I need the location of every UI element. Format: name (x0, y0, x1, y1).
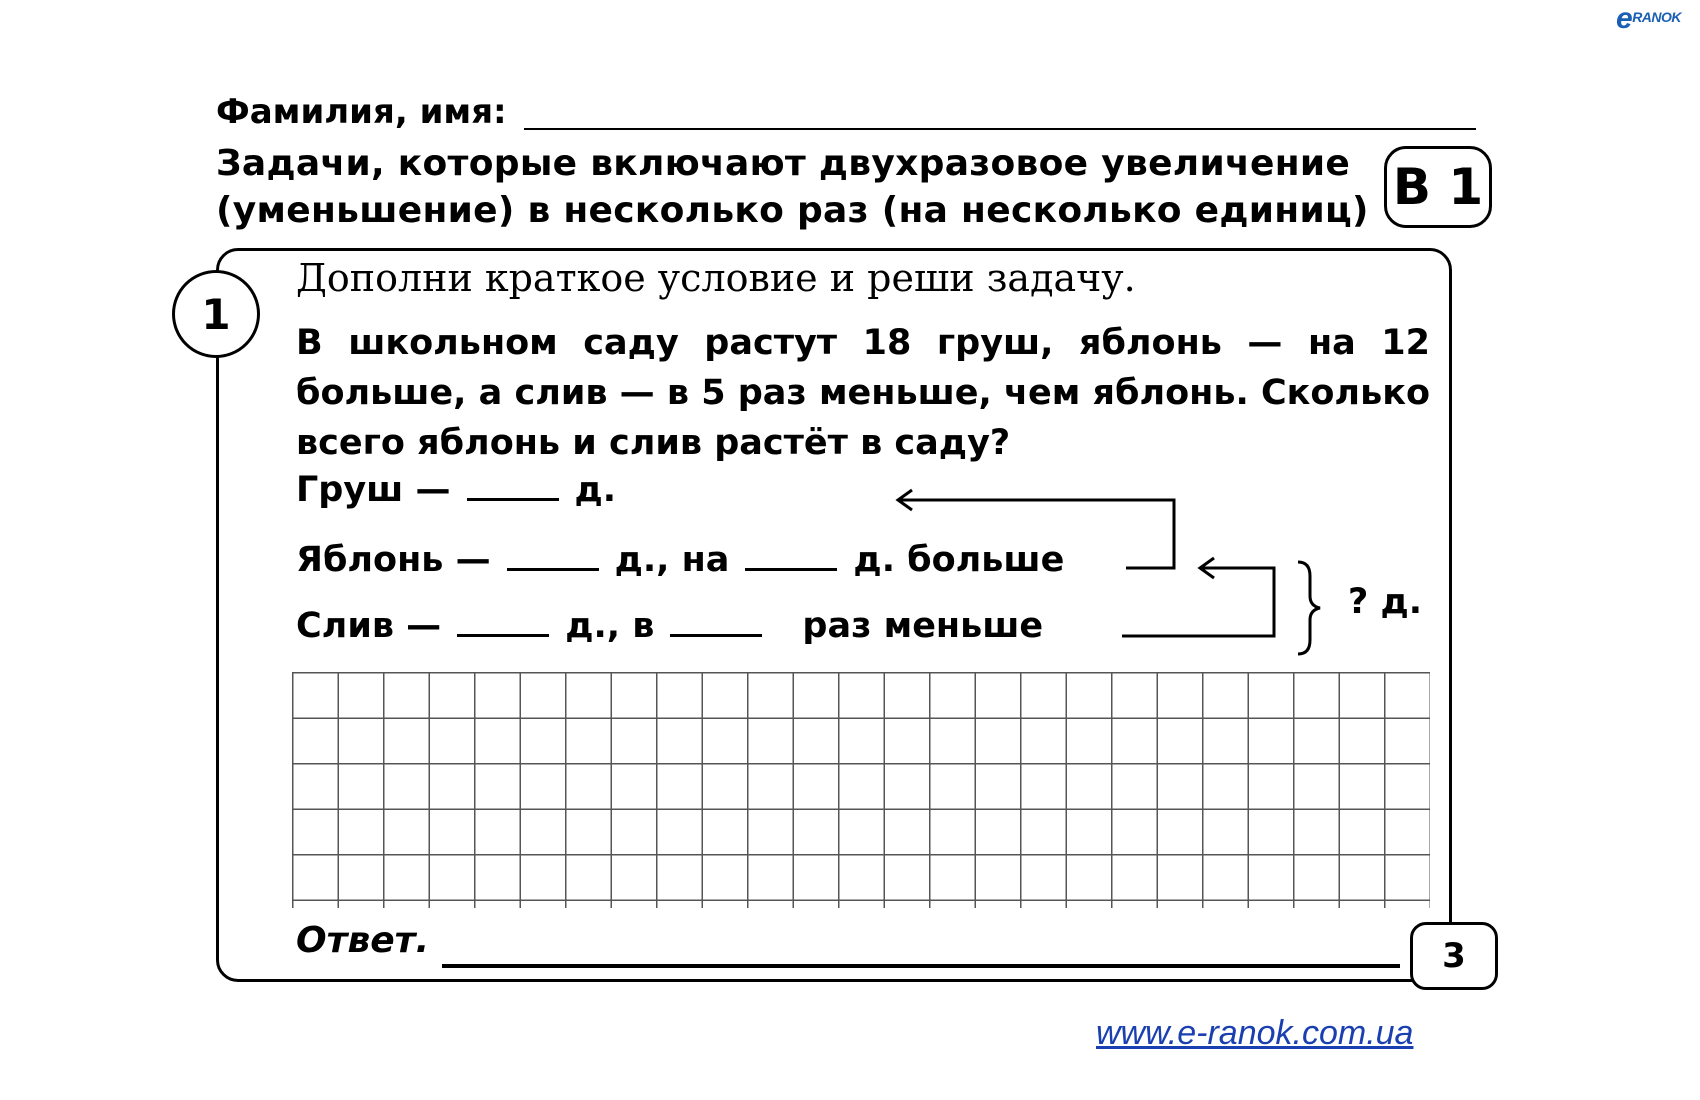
apples-more: д. больше (853, 540, 1065, 580)
website-link[interactable]: www.e-ranok.com.ua (1096, 1014, 1414, 1052)
curly-brace (1298, 562, 1320, 654)
apples-unit: д., на (614, 540, 730, 580)
score-badge: 3 (1410, 922, 1498, 990)
title-line-2: (уменьшение) в несколько раз (на несколько единиц) (216, 190, 1369, 231)
logo-e: e (1616, 2, 1633, 35)
variant-badge: В 1 (1384, 146, 1492, 228)
problem-text: В школьном саду растут 18 груш, яблонь — на 12 больше, а слив — в 5 раз меньше, чем яблонь. Сколько всего яблонь и слив растёт в саду? (296, 323, 1430, 463)
task-number-badge: 1 (172, 270, 260, 358)
question-label: ? д. (1348, 582, 1423, 622)
arrow-plums-to-apples (1122, 568, 1274, 636)
task-instruction: Дополни краткое условие и реши задачу. (296, 256, 1136, 300)
logo-text: RANOK (1632, 9, 1682, 25)
answer-label: Ответ. (296, 920, 430, 961)
plums-label: Слив — (296, 606, 442, 646)
plums-unit: д., в (565, 606, 655, 646)
name-label: Фамилия, имя: (216, 92, 507, 132)
pears-label: Груш — (296, 470, 451, 510)
solution-grid[interactable] (292, 672, 1430, 908)
answer-line[interactable] (442, 964, 1400, 968)
title-line-1: Задачи, которые включают двухразовое увеличение (216, 143, 1351, 184)
arrow-apples-to-pears (900, 500, 1174, 568)
pears-unit: д. (574, 470, 617, 510)
apples-label: Яблонь — (296, 540, 491, 580)
plums-less: раз меньше (802, 606, 1044, 646)
